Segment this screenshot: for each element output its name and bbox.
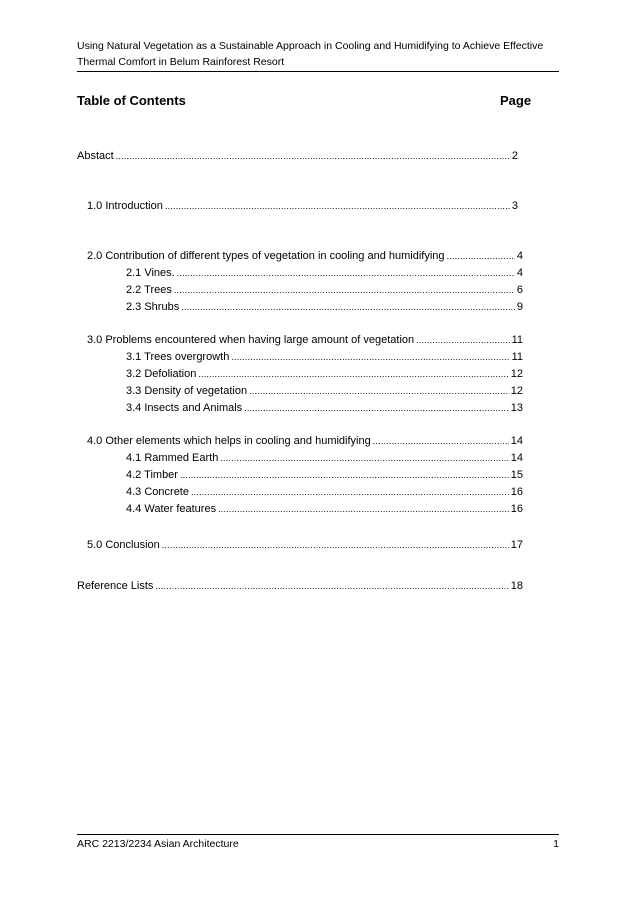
toc-entry-defoliation[interactable]	[126, 367, 523, 381]
dot-leader	[191, 485, 509, 499]
dot-leader	[177, 266, 515, 280]
toc-entry-label: 1.0 Introduction	[87, 200, 163, 212]
dot-leader	[198, 367, 508, 381]
dot-leader	[155, 579, 508, 593]
toc-entry-section-2[interactable]	[87, 249, 523, 263]
toc-entry-page: 6	[516, 284, 523, 296]
toc-entry-abstract[interactable]	[77, 149, 518, 163]
header-divider	[77, 71, 559, 72]
toc-entry-reference-lists[interactable]	[77, 579, 523, 593]
toc-entry-label: Abstact	[77, 150, 114, 162]
toc-entry-section-3[interactable]	[87, 333, 523, 347]
footer-course-code: ARC 2213/2234 Asian Architecture	[77, 838, 239, 850]
toc-entry-page: 2	[511, 150, 518, 162]
toc-page-column-heading: Page	[500, 93, 532, 108]
toc-entry-trees[interactable]	[126, 283, 523, 297]
toc-entry-label: 3.0 Problems encountered when having large amount of vegetation	[87, 334, 415, 346]
footer-divider	[77, 834, 559, 835]
toc-entry-shrubs[interactable]	[126, 300, 523, 314]
toc-entry-label: 5.0 Conclusion	[87, 539, 160, 551]
toc-entry-insects-and-animals[interactable]	[126, 401, 523, 415]
toc-entry-label: 3.3 Density of vegetation	[126, 385, 248, 397]
toc-title: Table of Contents	[77, 93, 186, 108]
dot-leader	[416, 333, 509, 347]
toc-entry-label: 3.4 Insects and Animals	[126, 402, 243, 414]
toc-entry-timber[interactable]	[126, 468, 523, 482]
toc-entry-page: 18	[510, 580, 523, 592]
toc-entry-page: 13	[510, 402, 523, 414]
toc-entry-page: 15	[510, 469, 523, 481]
toc-entry-page: 16	[510, 486, 523, 498]
toc-entry-page: 14	[510, 452, 523, 464]
toc-entry-page: 14	[510, 435, 523, 447]
toc-entry-label: Reference Lists	[77, 580, 154, 592]
dot-leader	[116, 149, 510, 163]
toc-entry-page: 17	[510, 539, 523, 551]
toc-entry-label: 3.1 Trees overgrowth	[126, 351, 230, 363]
toc-entry-label: 2.3 Shrubs	[126, 301, 180, 313]
toc-entry-page: 3	[511, 200, 518, 212]
toc-entry-label: 2.2 Trees	[126, 284, 172, 296]
dot-leader	[162, 538, 509, 552]
running-header	[77, 38, 559, 70]
toc-entry-label: 4.2 Timber	[126, 469, 178, 481]
toc-entry-page: 4	[516, 267, 523, 279]
header-line-1: Using Natural Vegetation as a Sustainable Approach in Cooling and Humidifying to Achieve Effective	[77, 40, 544, 52]
toc-entry-conclusion[interactable]	[87, 538, 523, 552]
toc-entry-concrete[interactable]	[126, 485, 523, 499]
dot-leader	[174, 283, 515, 297]
dot-leader	[231, 350, 509, 364]
dot-leader	[181, 300, 515, 314]
toc-entry-label: 4.1 Rammed Earth	[126, 452, 219, 464]
toc-entry-label: 4.4 Water features	[126, 503, 217, 515]
toc-entry-rammed-earth[interactable]	[126, 451, 523, 465]
header-line-2: Thermal Comfort in Belum Rainforest Resort	[77, 56, 285, 68]
toc-entry-page: 12	[510, 368, 523, 380]
dot-leader	[180, 468, 509, 482]
toc-entry-section-4[interactable]	[87, 434, 523, 448]
toc-entry-label: 2.1 Vines.	[126, 267, 175, 279]
dot-leader	[220, 451, 508, 465]
toc-entry-water-features[interactable]	[126, 502, 523, 516]
toc-entry-label: 2.0 Contribution of different types of vegetation in cooling and humidifying	[87, 250, 445, 262]
dot-leader	[218, 502, 509, 516]
toc-entry-page: 16	[510, 503, 523, 515]
toc-entry-introduction[interactable]	[87, 199, 518, 213]
toc-entry-page: 9	[516, 301, 523, 313]
dot-leader	[244, 401, 509, 415]
toc-entry-label: 4.0 Other elements which helps in cooling and humidifying	[87, 435, 371, 447]
toc-entry-page: 11	[511, 334, 523, 346]
footer-page-number: 1	[553, 838, 559, 850]
dot-leader	[249, 384, 509, 398]
toc-entry-page: 11	[511, 351, 523, 363]
dot-leader	[165, 199, 510, 213]
toc-entry-page: 4	[516, 250, 523, 262]
dot-leader	[447, 249, 515, 263]
toc-entry-label: 4.3 Concrete	[126, 486, 189, 498]
toc-entry-density-of-vegetation[interactable]	[126, 384, 523, 398]
toc-entry-label: 3.2 Defoliation	[126, 368, 197, 380]
toc-entry-trees-overgrowth[interactable]	[126, 350, 523, 364]
toc-entry-vines[interactable]	[126, 266, 523, 280]
dot-leader	[373, 434, 509, 448]
toc-entry-page: 12	[510, 385, 523, 397]
